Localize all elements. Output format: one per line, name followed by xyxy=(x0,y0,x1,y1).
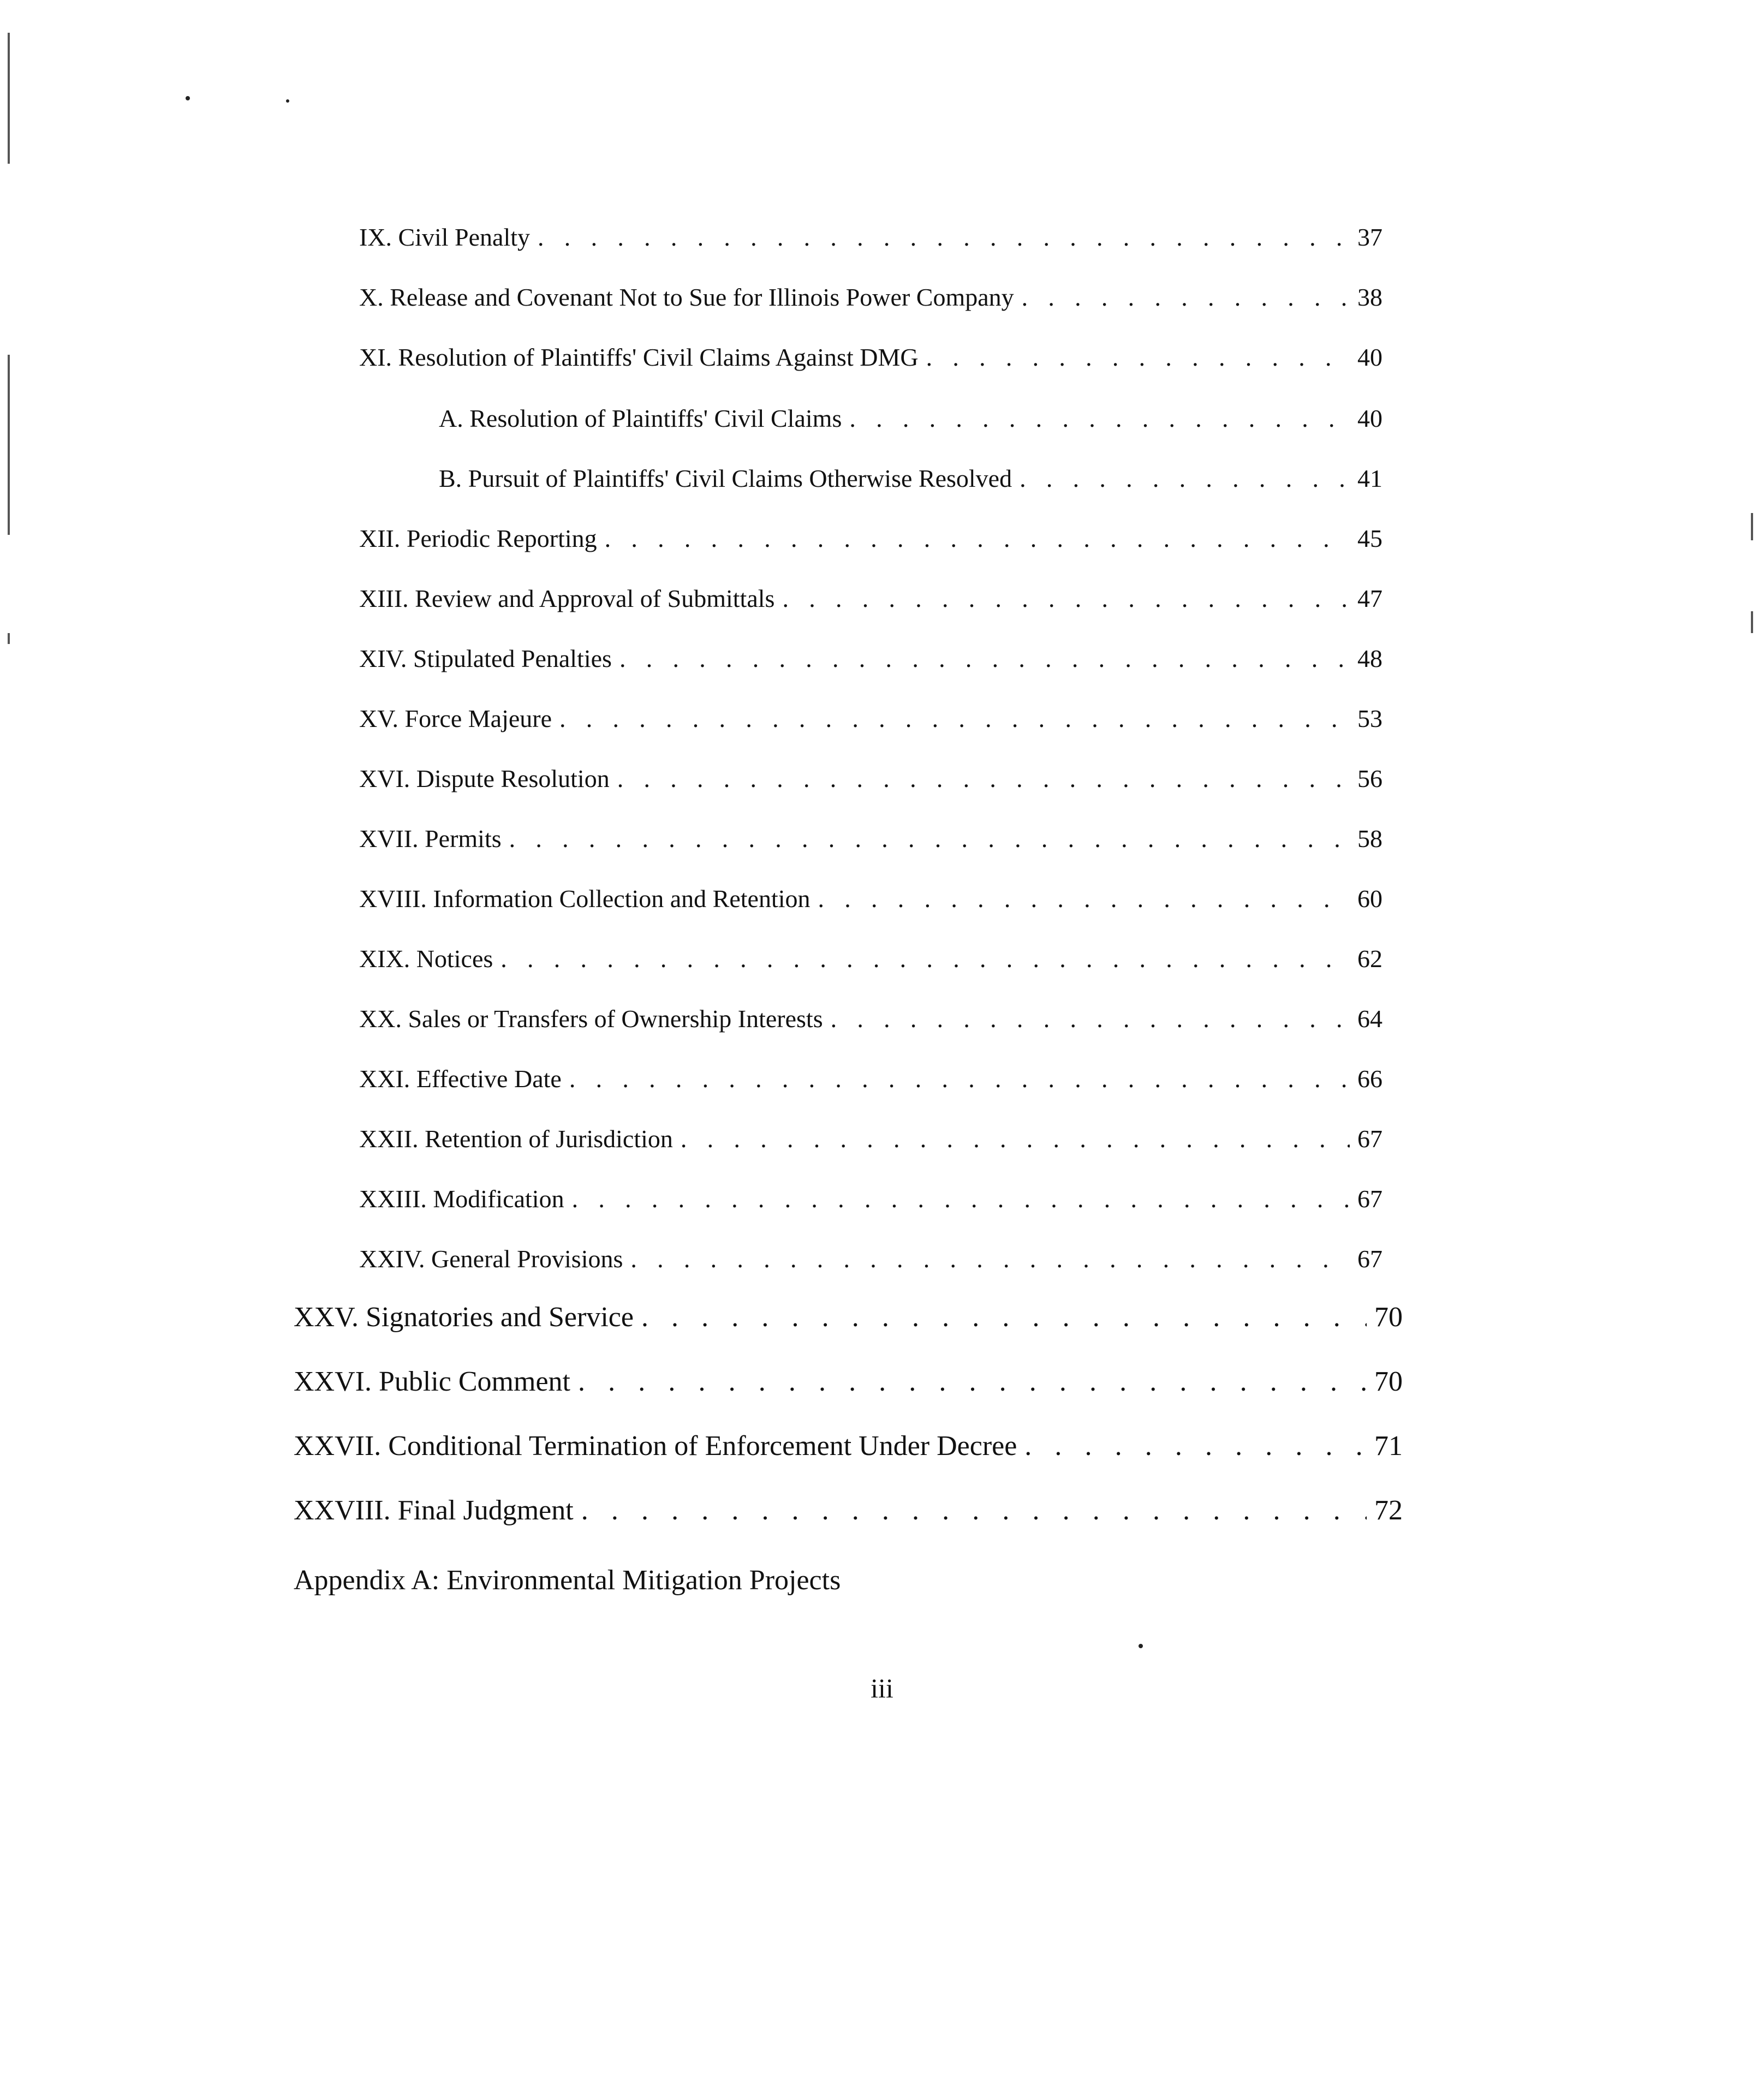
toc-entry-page: 45 xyxy=(1357,524,1382,552)
scan-artifact-line xyxy=(8,33,10,164)
toc-entry-title: XIV. Stipulated Penalties xyxy=(359,645,612,672)
dot-leader xyxy=(1022,283,1350,312)
toc-entry-title: XII. Periodic Reporting xyxy=(359,524,597,552)
scan-artifact-line xyxy=(1751,513,1753,540)
toc-entry[interactable] xyxy=(359,283,1382,312)
toc-entry-page: 72 xyxy=(1374,1495,1403,1526)
toc-entry-page: 70 xyxy=(1374,1366,1403,1397)
toc-entry[interactable] xyxy=(359,824,1382,853)
dot-leader xyxy=(630,1244,1350,1273)
toc-entry-page: 67 xyxy=(1357,1245,1382,1273)
toc-entry[interactable] xyxy=(359,1004,1382,1033)
toc-entry-title: XIX. Notices xyxy=(359,945,493,973)
toc-entry-title: XIII. Review and Approval of Submittals xyxy=(359,585,775,612)
dot-leader xyxy=(538,223,1350,252)
toc-entry-title: XXIII. Modification xyxy=(359,1185,564,1213)
dot-leader xyxy=(581,1494,1367,1527)
toc-entry[interactable] xyxy=(359,343,1382,372)
toc-entry-title: XX. Sales or Transfers of Ownership Interests xyxy=(359,1005,823,1033)
dot-leader xyxy=(782,584,1350,613)
toc-entry-page: 60 xyxy=(1357,885,1382,913)
toc-entry-page: 40 xyxy=(1357,404,1382,432)
page-number: iii xyxy=(871,1673,893,1703)
dot-leader xyxy=(500,944,1350,973)
toc-entry-page: 47 xyxy=(1357,585,1382,612)
toc-entry-page: 41 xyxy=(1357,464,1382,492)
toc-entry-title: A. Resolution of Plaintiffs' Civil Claims xyxy=(439,404,842,432)
dot-leader xyxy=(831,1004,1350,1033)
toc-entry-page: 40 xyxy=(1357,343,1382,371)
toc-entry-title: XXI. Effective Date xyxy=(359,1065,562,1093)
appendix-entry[interactable]: Appendix A: Environmental Mitigation Projects xyxy=(294,1565,841,1596)
toc-subentry[interactable] xyxy=(439,464,1382,493)
toc-entry[interactable] xyxy=(359,1124,1382,1153)
toc-entry-page: 37 xyxy=(1357,223,1382,251)
scan-artifact-line xyxy=(8,633,10,644)
dot-leader xyxy=(681,1124,1350,1153)
toc-entry-page: 66 xyxy=(1357,1065,1382,1093)
dot-leader xyxy=(1020,464,1350,493)
toc-entry[interactable] xyxy=(359,1244,1382,1273)
toc-entry[interactable] xyxy=(359,584,1382,613)
dot-leader xyxy=(569,1064,1350,1093)
toc-entry-page: 48 xyxy=(1357,645,1382,672)
toc-entry[interactable] xyxy=(359,704,1382,733)
dot-leader xyxy=(1024,1430,1367,1462)
dot-leader xyxy=(849,404,1350,433)
dot-leader xyxy=(617,764,1350,793)
toc-entry-title: XXII. Retention of Jurisdiction xyxy=(359,1125,673,1153)
toc-entry-page: 70 xyxy=(1374,1302,1403,1333)
scan-artifact-line xyxy=(8,355,10,535)
toc-entry[interactable] xyxy=(359,944,1382,973)
toc-entry-page: 53 xyxy=(1357,705,1382,732)
toc-entry-title: XVII. Permits xyxy=(359,825,502,852)
toc-entry-page: 38 xyxy=(1357,283,1382,311)
toc-entry-page: 67 xyxy=(1357,1185,1382,1213)
toc-entry-page: 58 xyxy=(1357,825,1382,852)
toc-entry[interactable] xyxy=(294,1366,1403,1398)
toc-entry-title: B. Pursuit of Plaintiffs' Civil Claims Otherwise Resolved xyxy=(439,464,1012,492)
toc-entry-page: 62 xyxy=(1357,945,1382,973)
dot-leader xyxy=(578,1366,1367,1398)
toc-entry-page: 64 xyxy=(1357,1005,1382,1033)
toc-entry[interactable] xyxy=(359,1064,1382,1093)
scan-artifact-line xyxy=(1751,611,1753,633)
toc-entry[interactable] xyxy=(359,764,1382,793)
toc-entry-title: XXVIII. Final Judgment xyxy=(294,1495,574,1526)
toc-entry-title: IX. Civil Penalty xyxy=(359,223,531,251)
toc-entry[interactable] xyxy=(359,524,1382,553)
dot-leader xyxy=(818,884,1350,913)
toc-entry[interactable] xyxy=(359,884,1382,913)
scan-artifact-dot xyxy=(286,99,289,103)
toc-entry-title: XV. Force Majeure xyxy=(359,705,552,732)
toc-entry[interactable] xyxy=(294,1494,1403,1527)
toc-entry-title: X. Release and Covenant Not to Sue for Illinois Power Company xyxy=(359,283,1014,311)
dot-leader xyxy=(605,524,1350,553)
scan-artifact-dot xyxy=(1139,1644,1143,1648)
toc-entry-title: XXVI. Public Comment xyxy=(294,1366,570,1397)
toc-entry-title: XXVII. Conditional Termination of Enforcement Under Decree xyxy=(294,1430,1017,1462)
toc-entry[interactable] xyxy=(294,1430,1403,1462)
scan-artifact-dot xyxy=(186,96,190,100)
toc-entry[interactable] xyxy=(359,1184,1382,1213)
dot-leader xyxy=(619,644,1350,673)
toc-entry-page: 71 xyxy=(1374,1430,1403,1462)
dot-leader xyxy=(559,704,1350,733)
toc-entry-title: XI. Resolution of Plaintiffs' Civil Claims Against DMG xyxy=(359,343,919,371)
toc-entry-page: 67 xyxy=(1357,1125,1382,1153)
dot-leader xyxy=(509,824,1350,853)
toc-entry-page: 56 xyxy=(1357,765,1382,792)
toc-entry-title: XVIII. Information Collection and Retention xyxy=(359,885,811,913)
dot-leader xyxy=(641,1301,1367,1333)
dot-leader xyxy=(926,343,1350,372)
toc-entry-title: XVI. Dispute Resolution xyxy=(359,765,610,792)
toc-entry[interactable] xyxy=(359,223,1382,252)
toc-subentry[interactable] xyxy=(439,404,1382,433)
toc-entry[interactable] xyxy=(359,644,1382,673)
toc-entry[interactable] xyxy=(294,1301,1403,1333)
toc-entry-title: XXV. Signatories and Service xyxy=(294,1302,634,1333)
toc-entry-title: XXIV. General Provisions xyxy=(359,1245,623,1273)
dot-leader xyxy=(572,1184,1350,1213)
